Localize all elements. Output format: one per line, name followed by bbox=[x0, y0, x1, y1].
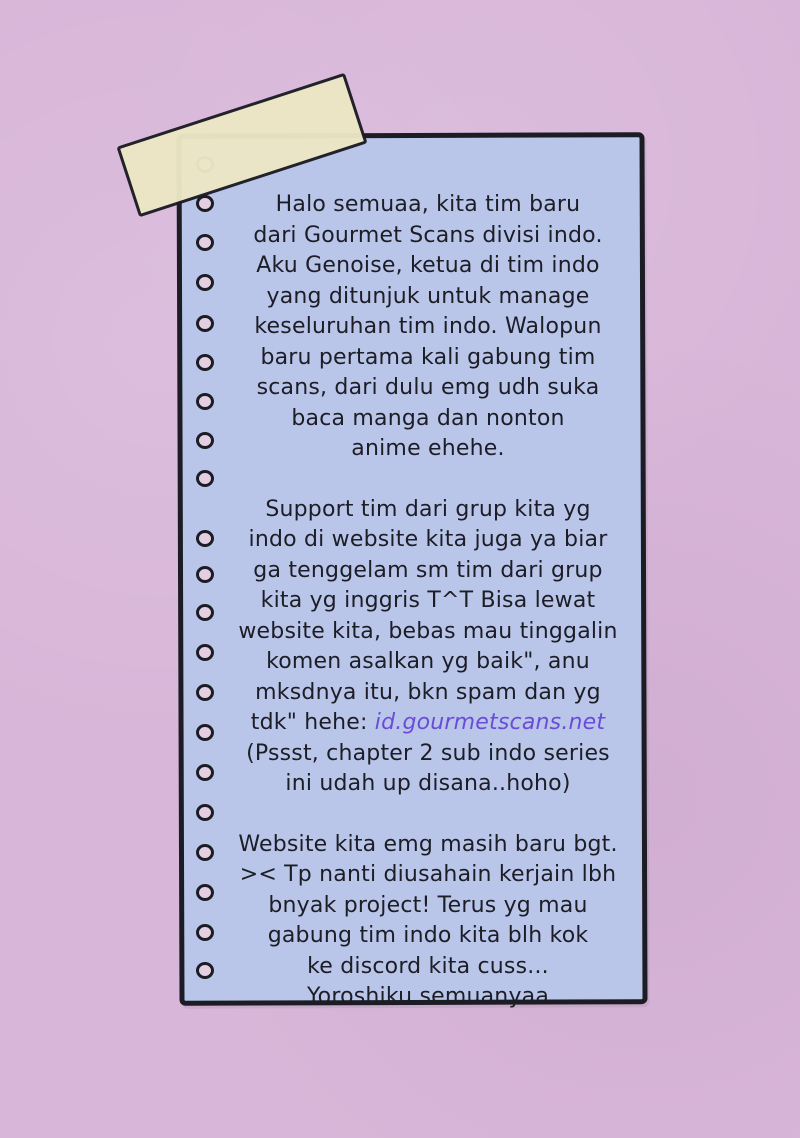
ring-hole bbox=[196, 530, 214, 547]
ring-hole bbox=[196, 393, 214, 410]
text-line: >< Tp nanti diusahain kerjain lbh bbox=[239, 862, 617, 887]
text-line: ini udah up disana..hoho) bbox=[285, 771, 571, 796]
ring-hole bbox=[196, 470, 214, 487]
ring-hole bbox=[196, 315, 214, 332]
ring-hole bbox=[196, 566, 214, 583]
ring-hole bbox=[196, 844, 214, 861]
text-line: Aku Genoise, ketua di tim indo bbox=[256, 253, 600, 278]
text-line: ga tenggelam sm tim dari grup bbox=[253, 557, 603, 583]
text-line: yang ditunjuk untuk manage bbox=[266, 283, 590, 309]
text-line: Yoroshiku semuanyaa bbox=[306, 984, 550, 1009]
text-line: gabung tim indo kita blh kok bbox=[267, 923, 589, 948]
ring-hole bbox=[196, 604, 214, 621]
ring-hole bbox=[196, 924, 214, 941]
ring-hole bbox=[196, 354, 214, 371]
ring-holes bbox=[196, 150, 224, 990]
text-line: bnyak project! Terus yg mau bbox=[268, 892, 588, 918]
text-line: indo di website kita juga ya biar bbox=[248, 527, 608, 552]
text-line: dari Gourmet Scans divisi indo. bbox=[253, 222, 603, 248]
ring-hole bbox=[196, 764, 214, 781]
ring-hole bbox=[196, 962, 214, 979]
text-line: website kita, bebas mau tinggalin bbox=[238, 618, 618, 644]
text-line: ke discord kita cuss... bbox=[307, 953, 549, 979]
ring-hole bbox=[196, 234, 214, 251]
ring-hole bbox=[196, 724, 214, 741]
text-line: scans, dari dulu emg udh suka bbox=[256, 375, 600, 400]
ring-hole bbox=[196, 432, 214, 449]
text-line: Halo semuaa, kita tim baru bbox=[275, 192, 581, 217]
text-line: baru pertama kali gabung tim bbox=[260, 344, 596, 370]
text-line: (Pssst, chapter 2 sub indo series bbox=[246, 740, 610, 766]
ring-hole bbox=[196, 884, 214, 901]
text-line: mksdnya itu, bkn spam dan yg bbox=[255, 679, 601, 705]
ring-hole bbox=[196, 644, 214, 661]
text-line: kita yg inggris T^T Bisa lewat bbox=[260, 588, 596, 613]
paragraph-intro bbox=[228, 190, 628, 465]
text-line: Support tim dari grup kita yg bbox=[265, 496, 591, 522]
website-link[interactable]: id.gourmetscans.net bbox=[374, 710, 606, 735]
paragraph-closing bbox=[228, 830, 628, 1013]
ring-hole bbox=[196, 274, 214, 291]
text-line: keseluruhan tim indo. Walopun bbox=[254, 314, 602, 339]
text-line: anime ehehe. bbox=[351, 436, 505, 461]
paragraph-support bbox=[228, 495, 628, 800]
link-line bbox=[228, 708, 628, 739]
ring-hole bbox=[196, 804, 214, 821]
text-line: baca manga dan nonton bbox=[291, 405, 565, 431]
ring-hole bbox=[196, 684, 214, 701]
link-prefix: tdk" hehe: bbox=[250, 710, 375, 735]
text-line: Website kita emg masih baru bgt. bbox=[238, 831, 618, 857]
note-text bbox=[228, 190, 628, 1043]
text-line: komen asalkan yg baik", anu bbox=[266, 649, 590, 674]
